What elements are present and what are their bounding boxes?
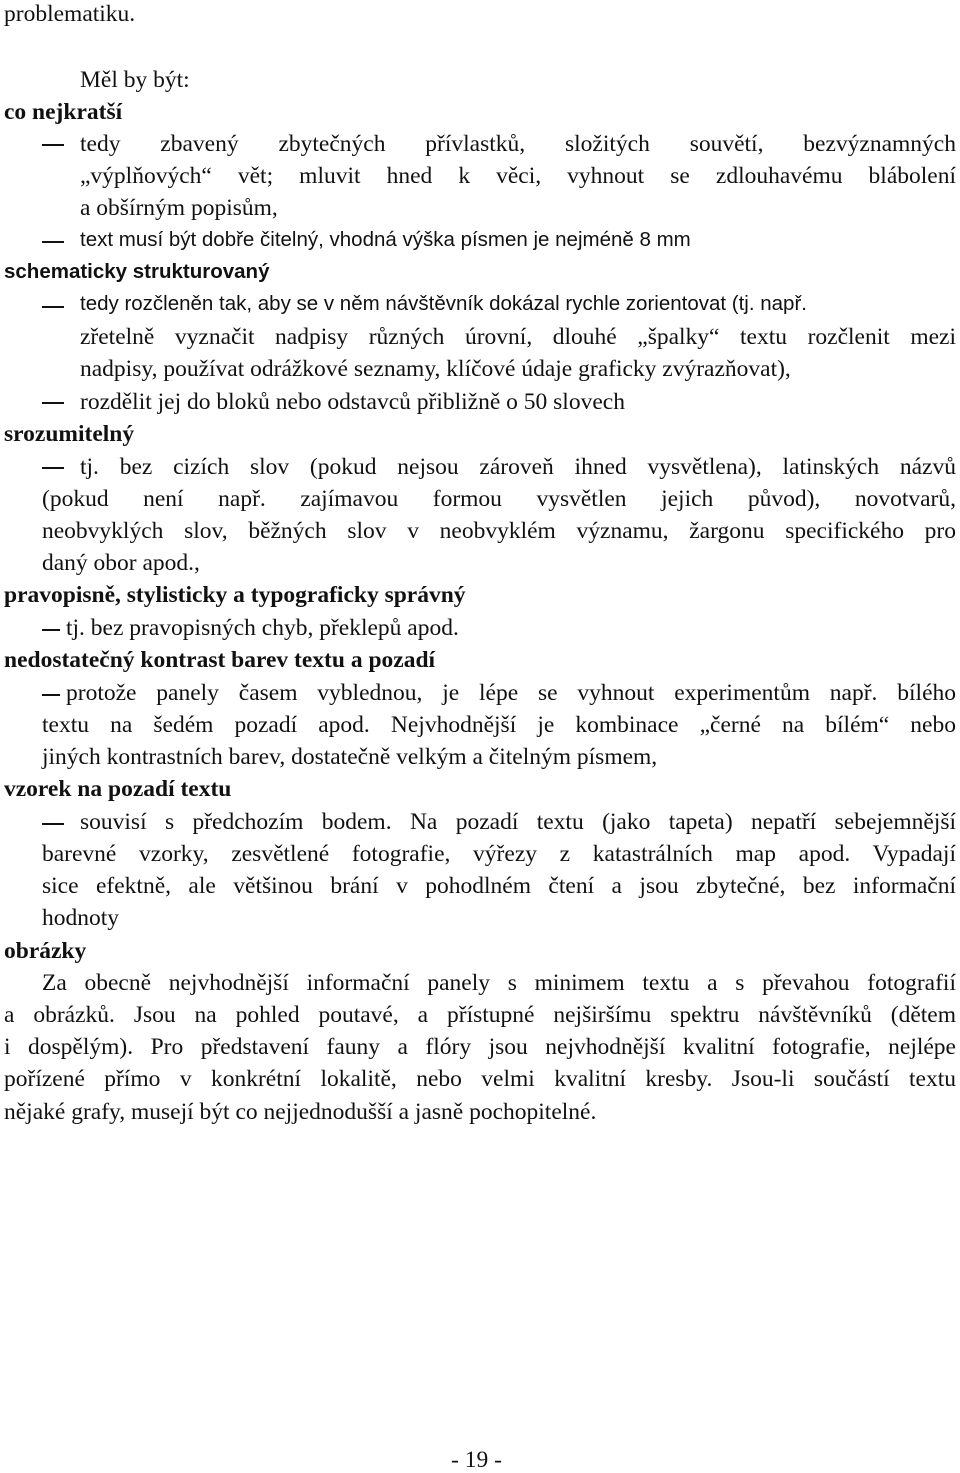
heading-contrast: nedostatečný kontrast barev textu a pozadí [4, 647, 436, 673]
images-line4: pořízené přímo v konkrétní lokalitě, nebo velmi kvalitní kresby. Jsou-li součástí textu [4, 1066, 956, 1092]
intro-tail-text: problematiku. [4, 1, 136, 27]
understandable-line1: tj. bez cizích slov (pokud nejsou zároveň ihned vysvětlena), latinských názvů [80, 454, 956, 480]
structured-item1-line1: tedy rozčleněn tak, aby se v něm návštěvník dokázal rychle zorientovat (tj. např. [80, 292, 807, 315]
images-line5: nějaké grafy, musejí být co nejjednodušší a jasně pochopitelné. [4, 1099, 597, 1125]
dash-bullet [42, 306, 64, 308]
contrast-line3: jiných kontrastních barev, dostatečně velkým a čitelným písmem, [42, 744, 658, 770]
images-line1: Za obecně nejvhodnější informační panely s minimem textu a s převahou fotografií [42, 970, 956, 996]
shortest-item1-line3: a obšírným popisům, [80, 195, 278, 221]
heading-background: vzorek na pozadí textu [4, 776, 232, 802]
page-number: - 19 - [451, 1447, 502, 1473]
contrast-line1: protože panely časem vyblednou, je lépe se vyhnout experimentům např. bílého [66, 680, 956, 706]
heading-shortest: co nejkratší [4, 99, 123, 125]
heading-understandable: srozumitelný [4, 421, 135, 447]
structured-item1-line3: nadpisy, používat odrážkové seznamy, klíčové údaje graficky zvýrazňovat), [80, 356, 791, 382]
dash-bullet [42, 629, 60, 631]
lead-text: Měl by být: [80, 67, 190, 93]
dash-bullet [42, 823, 64, 825]
structured-item2: rozdělit jej do bloků nebo odstavců přibližně o 50 slovech [80, 389, 625, 415]
dash-bullet [42, 467, 64, 469]
dash-bullet [42, 402, 64, 404]
images-line3: i dospělým). Pro představení fauny a flóry jsou nejvhodnější kvalitní fotografie, nejlépe [4, 1034, 956, 1060]
shortest-item1-line1: tedy zbavený zbytečných přívlastků, složitých souvětí, bezvýznamných [80, 131, 956, 157]
shortest-item1-line2: „výplňových“ vět; mluvit hned k věci, vyhnout se zdlouhavému blábolení [80, 163, 956, 189]
images-line2: a obrázků. Jsou na pohled poutavé, a přístupné nejširšímu spektru návštěvníků (dětem [4, 1002, 956, 1028]
dash-bullet [42, 241, 64, 243]
shortest-item2: text musí být dobře čitelný, vhodná výška písmen je nejméně 8 mm [80, 228, 691, 251]
structured-item1-line2: zřetelně vyznačit nadpisy různých úrovní, dlouhé „špalky“ textu rozčlenit mezi [80, 324, 956, 350]
background-line4: hodnoty [42, 905, 120, 931]
dash-bullet [42, 694, 60, 696]
heading-images: obrázky [4, 938, 87, 964]
dash-bullet [42, 144, 64, 146]
contrast-line2: textu na šedém pozadí apod. Nejvhodnější je kombinace „černé na bílém“ nebo [42, 712, 956, 738]
correct-item1: tj. bez pravopisných chyb, překlepů apod. [66, 615, 459, 641]
heading-structured: schematicky strukturovaný [4, 260, 270, 283]
understandable-line3: neobvyklých slov, běžných slov v neobvyklém významu, žargonu specifického pro [42, 518, 956, 544]
background-line3: sice efektně, ale většinou brání v pohodlném čtení a jsou zbytečné, bez informační [42, 873, 956, 899]
background-line2: barevné vzorky, zesvětlené fotografie, výřezy z katastrálních map apod. Vypadají [42, 841, 956, 867]
understandable-line4: daný obor apod., [42, 550, 200, 576]
understandable-line2: (pokud není např. zajímavou formou vysvětlen jejich původ), novotvarů, [42, 486, 956, 512]
heading-correct: pravopisně, stylisticky a typograficky správný [4, 582, 466, 608]
background-line1: souvisí s předchozím bodem. Na pozadí textu (jako tapeta) nepatří sebejemnější [80, 809, 956, 835]
